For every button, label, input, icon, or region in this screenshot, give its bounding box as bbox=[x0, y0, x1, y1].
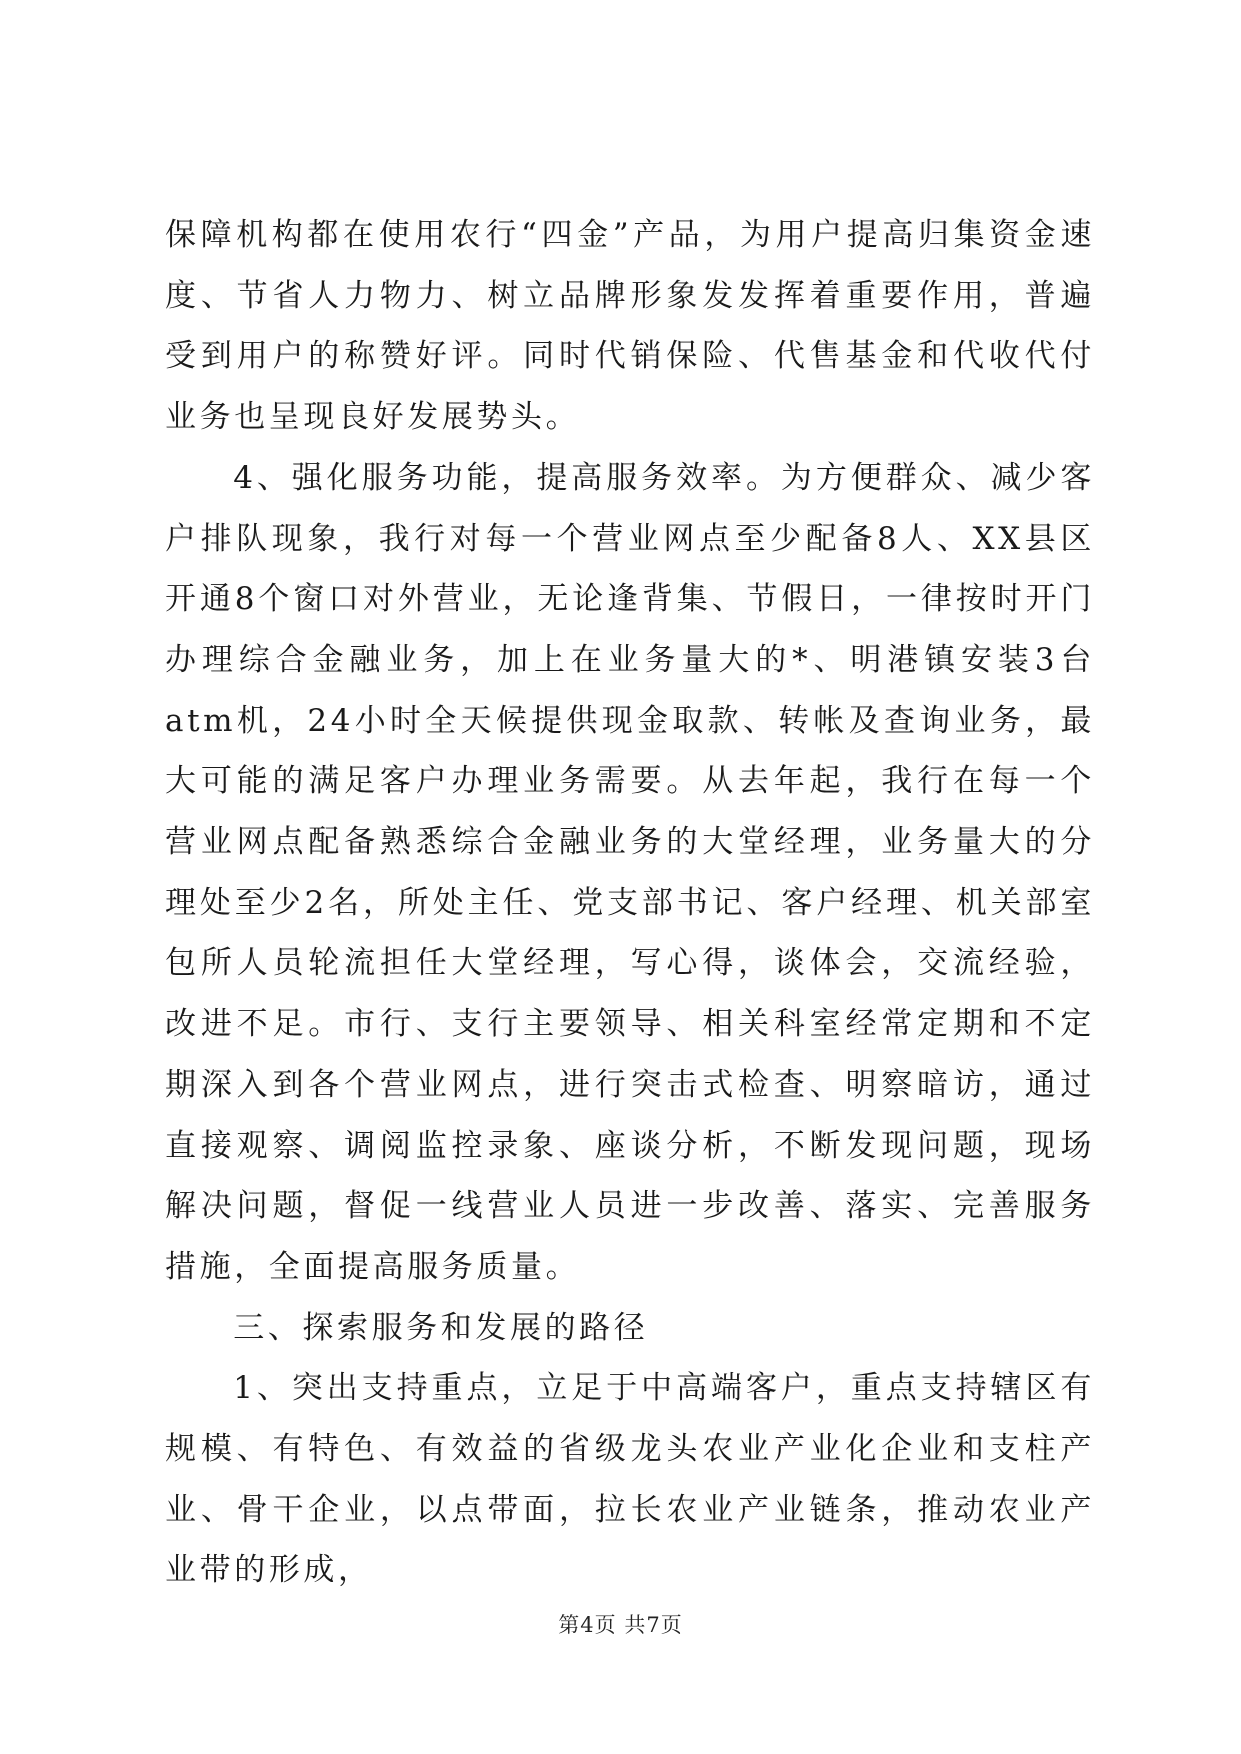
page-footer: 第4页 共7页 bbox=[558, 1613, 683, 1637]
paragraph-key-support: 1、突出支持重点，立足于中高端客户，重点支持辖区有规模、有特色、有效益的省级龙头农业产业化企业和支柱产业、骨干企业，以点带面，拉长农业产业链条，推动农业产业带的形成， bbox=[165, 1370, 1095, 1589]
section-heading-3: 三、探索服务和发展的路径 bbox=[233, 1309, 649, 1346]
paragraph-continuation: 保障机构都在使用农行“四金”产品，为用户提高归集资金速度、节省人力物力、树立品牌形象发发挥着重要作用，普遍受到用户的称赞好评。同时代销保险、代售基金和代收代付业务也呈现良好发展势头。 bbox=[165, 217, 1095, 436]
paragraph-service-efficiency: 4、强化服务功能，提高服务效率。为方便群众、减少客户排队现象，我行对每一个营业网点至少配备8人、XX县区开通8个窗口对外营业，无论逢背集、节假日，一律按时开门办理综合金融业务，加上在业务量大的*、明港镇安装3台atm机，24小时全天候提供现金取款、转帐及查询业务，最大可能的满足客户办理业务需要。从去年起，我行在每一个营业网点配备熟悉综合金融业务的大堂经理，业务量大的分理处至少2名，所处主任、党支部书记、客户经理、机关部室包所人员轮流担任大堂经理，写心得，谈体会，交流经验，改进不足。市行、支行主要领导、相关科室经常定期和不定期深入到各个营业网点，进行突击式检查、明察暗访，通过直接观察、调阅监控录象、座谈分析，不断发现问题，现场解决问题，督促一线营业人员进一步改善、落实、完善服务措施，全面提高服务质量。 bbox=[165, 459, 1095, 1285]
document-body bbox=[165, 205, 1095, 1601]
